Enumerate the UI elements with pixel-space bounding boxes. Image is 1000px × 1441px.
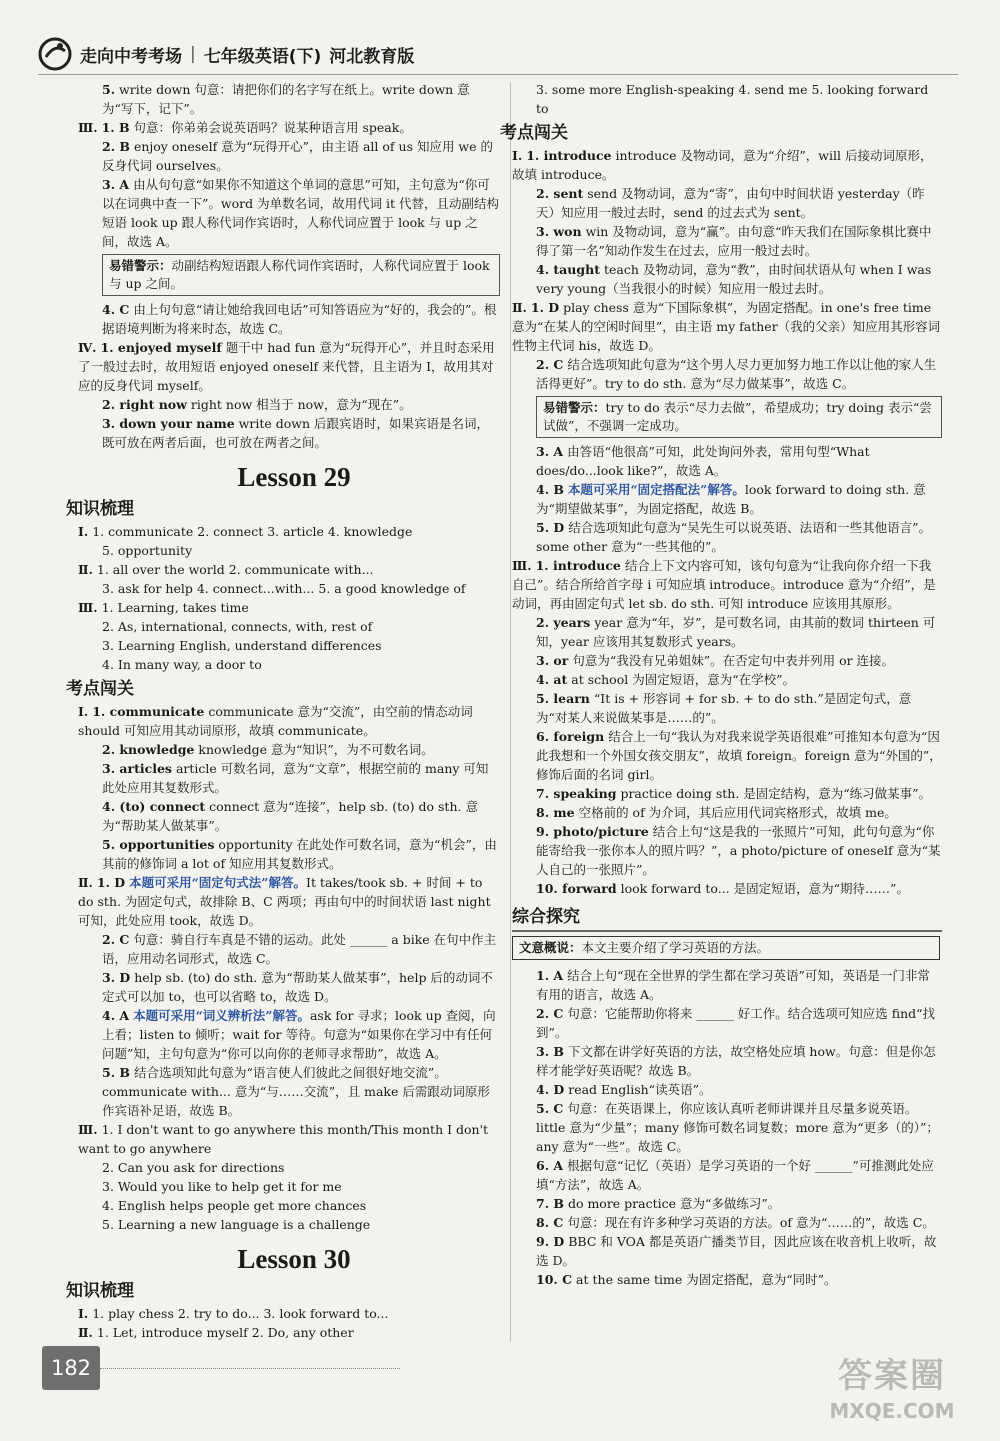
right-after-note-items bbox=[512, 442, 942, 898]
section-numeral: Ⅲ. bbox=[78, 1122, 98, 1137]
answer-number: 1. enjoyed myself bbox=[100, 340, 222, 355]
note-text-2: try to do 表示“尽力去做”，希望成功；try doing 表示“尝试做”，不强调一定成功。 bbox=[543, 400, 932, 433]
answer-text: 1. communicate 2. connect 3. article 4. knowledge bbox=[92, 524, 413, 539]
answer-text: “It is + 形容词 + for sb. + to do sth.”是固定句式，意为“对某人来说做某事是……的”。 bbox=[536, 691, 912, 725]
error-warning-box bbox=[102, 254, 500, 296]
answer-item bbox=[522, 670, 942, 689]
answer-text: 句意：现在有许多种学习英语的方法。of 意为“……的”，故选 C。 bbox=[567, 1215, 935, 1230]
answer-text: write down 后跟宾语时，如果宾语是名词，既可放在两者后面，也可放在两者之间。 bbox=[102, 416, 489, 450]
answer-item bbox=[78, 873, 500, 930]
answer-number: 2. right now bbox=[102, 397, 187, 412]
section-numeral: Ⅱ. bbox=[78, 1325, 93, 1340]
header-book: 七年级英语(下) bbox=[203, 46, 322, 67]
section-numeral: Ⅲ. bbox=[512, 558, 532, 573]
method-hint: 本题可采用“词义辨析法”解答。 bbox=[133, 1008, 310, 1023]
answer-text: opportunity 在此处作可数名词，意为“机会”，由其前的修饰词 a lot of 知应用其复数形式。 bbox=[102, 837, 497, 871]
lesson-30-knowledge bbox=[78, 1304, 500, 1342]
answer-number: 8. me bbox=[536, 805, 575, 820]
answer-number: 4. at bbox=[536, 672, 568, 687]
answer-item bbox=[522, 1232, 942, 1270]
answer-item bbox=[88, 797, 500, 835]
answer-number: 4. taught bbox=[536, 262, 600, 277]
section-numeral: Ⅳ. bbox=[78, 340, 97, 355]
answer-text: 3. Learning English, understand differences bbox=[102, 638, 382, 653]
answer-number: 3. B bbox=[536, 1044, 564, 1059]
answer-text: enjoy oneself 意为“玩得开心”，由主语 all of us 知应用 we 的反身代词 ourselves。 bbox=[102, 139, 494, 173]
answer-item bbox=[522, 222, 942, 260]
answer-item bbox=[88, 1177, 500, 1196]
answer-item bbox=[88, 617, 500, 636]
error-warning-box-2 bbox=[536, 396, 942, 438]
method-hint: 本题可采用“固定搭配法”解答。 bbox=[567, 482, 745, 497]
answer-number: 5. learn bbox=[536, 691, 590, 706]
knowledge-section-title-30: 知识梳理 bbox=[66, 1281, 134, 1301]
section-numeral: Ⅰ. bbox=[78, 524, 89, 539]
answer-item bbox=[522, 651, 942, 670]
lesson-29-title: Lesson 29 bbox=[237, 462, 351, 492]
section-numeral: Ⅲ. bbox=[78, 120, 98, 135]
answer-text: 空格前的 of 为介词，其后应用代词宾格形式，故填 me。 bbox=[578, 805, 897, 820]
answer-number: 5. B bbox=[102, 1065, 130, 1080]
answer-number: 10. forward bbox=[536, 881, 617, 896]
answer-text: 结合上一句“我认为对我来说学英语很难”可推知本句意为“因此我想和一个外国女孩交朋友”，故填 foreign。foreign 意为“外国的”，修饰后面的名词 girl。 bbox=[536, 729, 942, 782]
answer-item bbox=[522, 613, 942, 651]
header-edition: 河北教育版 bbox=[329, 46, 415, 67]
answer-text: 2. As, international, connects, with, rest of bbox=[102, 619, 373, 634]
answer-item bbox=[88, 1006, 500, 1063]
answer-number: 2. C bbox=[536, 1006, 564, 1021]
answer-text: introduce 及物动词，意为“介绍”，will 后接动词原形，故填 introduce。 bbox=[512, 148, 933, 182]
watermark-logo bbox=[812, 1348, 972, 1432]
answer-number: 4. C bbox=[102, 302, 130, 317]
answer-item bbox=[88, 968, 500, 1006]
left-after-note-items bbox=[78, 300, 500, 452]
answer-item bbox=[522, 803, 942, 822]
answer-number: 2. B bbox=[102, 139, 130, 154]
answer-number: 9. photo/picture bbox=[536, 824, 649, 839]
answer-number: 1. D bbox=[96, 875, 126, 890]
answer-number: 3. A bbox=[102, 177, 130, 192]
answer-number: 3. down your name bbox=[102, 416, 235, 431]
answer-item bbox=[88, 1158, 500, 1177]
answer-item bbox=[88, 1063, 500, 1120]
answer-item bbox=[88, 930, 500, 968]
left-column bbox=[66, 80, 500, 1342]
answer-text: 4. English helps people get more chances bbox=[102, 1198, 367, 1213]
answer-number: 4. B bbox=[536, 482, 564, 497]
answer-item bbox=[512, 146, 942, 184]
answer-text: teach 及物动词，意为“教”，由时间状语从句 when I was very young（当我很小的时候）知应用一般过去时。 bbox=[536, 262, 932, 296]
answer-text: 根据句意“记忆（英语）是学习英语的一个好 ______”可推测此处应填“方法”，故选 A。 bbox=[536, 1158, 934, 1192]
answer-number: 7. speaking bbox=[536, 786, 617, 801]
answer-text: 结合上句“现在全世界的学生都在学习英语”可知，英语是一门非常有用的语言，故选 A。 bbox=[536, 968, 930, 1002]
answer-number: 7. B bbox=[536, 1196, 564, 1211]
answer-item bbox=[88, 579, 500, 598]
answer-item bbox=[522, 879, 942, 898]
answer-text: 结合上句“这是我的一张照片”可知，此句句意为“你能寄给我一张你本人的照片吗？”，a photo/picture of oneself 意为“某人自己的一张照片”。 bbox=[536, 824, 941, 877]
answer-item bbox=[522, 355, 942, 393]
answer-text: 句意为“我没有兄弟姐妹”。在否定句中表并列用 or 连接。 bbox=[572, 653, 895, 668]
answer-text: communicate 意为“交流”，由空前的情态动词 should 可知应用其动词原形，故填 communicate。 bbox=[78, 704, 473, 738]
section-numeral: Ⅱ. bbox=[512, 300, 527, 315]
summary-tag: 文意概说： bbox=[519, 940, 582, 955]
runner-logo-icon bbox=[38, 37, 72, 71]
answer-item bbox=[88, 541, 500, 560]
answer-item bbox=[522, 1156, 942, 1194]
answer-item bbox=[88, 80, 500, 118]
answer-number: 4. (to) connect bbox=[102, 799, 206, 814]
answer-number: 5. C bbox=[536, 1101, 564, 1116]
answer-item bbox=[78, 1120, 500, 1158]
answer-text: 4. In many way, a door to bbox=[102, 657, 262, 672]
answer-number: 2. knowledge bbox=[102, 742, 195, 757]
answer-item bbox=[522, 1099, 942, 1156]
answer-number: 1. introduce bbox=[526, 148, 612, 163]
answer-number: 4. D bbox=[536, 1082, 565, 1097]
answer-text: 题干中 had fun 意为“玩得开心”，并且时态采用了一般过去时，故用短语 enjoyed oneself 来代替，且主语为 I，故用其对应的反身代词 myself。 bbox=[78, 340, 495, 393]
answer-item bbox=[522, 80, 942, 118]
answer-text: write down 句意：请把你们的名字写在纸上。write down 意为“写下，记下”。 bbox=[102, 82, 470, 116]
method-hint: 本题可采用“固定句式法”解答。 bbox=[129, 875, 306, 890]
answer-text: look forward to... 是固定短语，意为“期待……”。 bbox=[620, 881, 909, 896]
section-numeral: Ⅱ. bbox=[78, 562, 93, 577]
answer-item bbox=[522, 689, 942, 727]
answer-item bbox=[78, 702, 500, 740]
answer-item bbox=[522, 784, 942, 803]
answer-text: 下文都在讲学好英语的方法，故空格处应填 how。句意：但是你怎样才能学好英语呢？故选 B。 bbox=[536, 1044, 936, 1078]
answer-number: 1. A bbox=[536, 968, 564, 983]
answer-item bbox=[522, 1042, 942, 1080]
section-numeral: Ⅰ. bbox=[512, 148, 523, 163]
answer-item bbox=[522, 1080, 942, 1099]
answer-text: practice doing sth. 是固定结构，意为“练习做某事”。 bbox=[620, 786, 932, 801]
answer-item bbox=[78, 118, 500, 137]
answer-item bbox=[88, 759, 500, 797]
header-separator: | bbox=[190, 44, 196, 64]
answer-text: 结合选项知此句意为“吴先生可以说英语、法语和一些其他语言”。some other 意为“一些其他的”。 bbox=[536, 520, 932, 554]
answer-text: BBC 和 VOA 都是英语广播类节目，因此应该在收音机上收听，故选 D。 bbox=[536, 1234, 937, 1268]
answer-number: 2. C bbox=[102, 932, 130, 947]
answer-item bbox=[78, 1304, 500, 1323]
answer-text: play chess 意为“下国际象棋”，为固定搭配。in one's free time 意为“在某人的空闲时间里”，由主语 my father（我的父亲）知应用其形容词性物主代词 his，故选 D。 bbox=[512, 300, 941, 353]
answer-text: 5. opportunity bbox=[102, 543, 193, 558]
answer-text: right now 相当于 now，意为“现在”。 bbox=[190, 397, 412, 412]
answer-item bbox=[522, 1004, 942, 1042]
answer-item bbox=[522, 518, 942, 556]
answer-item bbox=[88, 636, 500, 655]
answer-item bbox=[88, 175, 500, 251]
section-numeral: Ⅰ. bbox=[78, 704, 89, 719]
section-numeral: Ⅰ. bbox=[78, 1306, 89, 1321]
answer-text: help sb. (to) do sth. 意为“帮助某人做某事”，help 后的动词不定式可以加 to，也可以省略 to，故选 D。 bbox=[102, 970, 493, 1004]
answer-item bbox=[522, 480, 942, 518]
answer-text: at school 为固定短语，意为“在学校”。 bbox=[571, 672, 795, 687]
answer-text: connect 意为“连接”，help sb. (to) do sth. 意为“帮助某人做某事”。 bbox=[102, 799, 478, 833]
answer-item bbox=[88, 300, 500, 338]
answer-text: 句意：骑自行车真是不错的运动。此处 ______ a bike 在句中作主语，应用动名词形式，故选 C。 bbox=[102, 932, 497, 966]
answer-number: 6. A bbox=[536, 1158, 564, 1173]
exam-section-title-right: 考点闯关 bbox=[500, 123, 568, 143]
answer-text: 1. Learning, takes time bbox=[101, 600, 249, 615]
answer-text: 句意：它能帮助你将来 ______ 好工作。结合选项可知应选 find“找到”。 bbox=[536, 1006, 936, 1040]
answer-item bbox=[78, 598, 500, 617]
answer-item bbox=[78, 522, 500, 541]
answer-text: 1. I don't want to go anywhere this month/This month I don't want to go anywhere bbox=[78, 1122, 489, 1156]
answer-text: 由从句句意“如果你不知道这个单词的意思”可知，主句意为“你可以在词典中查一下”。word 为单数名词，故用代词 it 代替，且动副结构短语 look up 跟人称代词作宾语时，人称代词应置于 look 与 up 之间，故选 A。 bbox=[102, 177, 500, 249]
answer-text: win 及物动词，意为“赢”。由句意“昨天我们在国际象棋比赛中得了第一名”知动作发生在过去，应用一般过去时。 bbox=[536, 224, 932, 258]
answer-item bbox=[522, 1194, 942, 1213]
answer-number: 3. D bbox=[102, 970, 131, 985]
answer-text: 结合选项知此句意为“语言使人们彼此之间很好地交流”。communicate with... 意为“与……交流”，且 make 后需跟动词原形作宾语补足语，故选 B。 bbox=[102, 1065, 490, 1118]
answer-text: read English“读英语”。 bbox=[568, 1082, 712, 1097]
right-top-items bbox=[522, 80, 942, 118]
answer-item bbox=[522, 822, 942, 879]
answer-item bbox=[88, 137, 500, 175]
answer-item bbox=[78, 560, 500, 579]
answer-text: 1. all over the world 2. communicate with... bbox=[96, 562, 374, 577]
answer-item bbox=[78, 1323, 500, 1342]
watermark-line2: MXQE.COM bbox=[829, 1399, 955, 1423]
answer-text: do more practice 意为“多做练习”。 bbox=[567, 1196, 781, 1211]
watermark-line1: 答案圈 bbox=[838, 1356, 946, 1396]
answer-text: 1. play chess 2. try to do... 3. look forward to... bbox=[92, 1306, 389, 1321]
answer-text: at the same time 为固定搭配，意为“同时”。 bbox=[576, 1272, 837, 1287]
answer-number: 5. D bbox=[536, 520, 565, 535]
answer-number: 8. C bbox=[536, 1215, 564, 1230]
answer-text: 句意：在英语课上，你应该认真听老师讲课并且尽量多说英语。little 意为“少量”；many 修饰可数名词复数；more 意为“更多（的）”；any 意为“一些”。故选 C。 bbox=[536, 1101, 939, 1154]
exam-section-title: 考点闯关 bbox=[66, 679, 134, 699]
summary-box bbox=[512, 936, 940, 960]
header-rule bbox=[38, 74, 958, 75]
answer-item bbox=[522, 1270, 942, 1289]
answer-number: 5. opportunities bbox=[102, 837, 215, 852]
answer-item bbox=[88, 740, 500, 759]
section-numeral: Ⅱ. bbox=[78, 875, 93, 890]
summary-text: 本文主要介绍了学习英语的方法。 bbox=[581, 940, 770, 955]
answer-number: 5. bbox=[102, 82, 116, 97]
answer-item bbox=[522, 966, 942, 1004]
answer-text: article 可数名词，意为“文章”，根据空前的 many 可知此处应用其复数形式。 bbox=[102, 761, 489, 795]
column-divider bbox=[510, 82, 511, 1342]
lesson-30-title: Lesson 30 bbox=[237, 1244, 351, 1274]
answer-item bbox=[88, 835, 500, 873]
note-text: 动副结构短语跟人称代词作宾语时，人称代词应置于 look 与 up 之间。 bbox=[109, 258, 490, 291]
answer-number: 1. introduce bbox=[535, 558, 621, 573]
answer-text: 3. Would you like to help get it for me bbox=[102, 1179, 342, 1194]
answer-item bbox=[522, 442, 942, 480]
page-header bbox=[38, 34, 518, 74]
answer-item bbox=[512, 556, 942, 613]
answer-item bbox=[512, 298, 942, 355]
answer-number: 10. C bbox=[536, 1272, 573, 1287]
answer-number: 1. D bbox=[530, 300, 560, 315]
answer-number: 4. A bbox=[102, 1008, 130, 1023]
answer-text: 1. Let, introduce myself 2. Do, any other bbox=[96, 1325, 354, 1340]
answer-item bbox=[522, 184, 942, 222]
answer-item bbox=[88, 655, 500, 674]
answer-number: 2. C bbox=[536, 357, 564, 372]
note-tag-2: 易错警示： bbox=[543, 400, 606, 415]
answer-number: 3. A bbox=[536, 444, 564, 459]
answer-number: 6. foreign bbox=[536, 729, 605, 744]
footer-rule bbox=[100, 1368, 400, 1369]
answer-number: 1. B bbox=[101, 120, 130, 135]
page-number: 182 bbox=[42, 1346, 100, 1390]
answer-number: 9. D bbox=[536, 1234, 565, 1249]
answer-number: 3. or bbox=[536, 653, 569, 668]
right-column bbox=[500, 80, 942, 1289]
lesson-29-exam bbox=[78, 702, 500, 1234]
answer-text: 5. Learning a new language is a challenge bbox=[102, 1217, 371, 1232]
right-exam-items bbox=[512, 146, 942, 393]
answer-text: It takes/took sb. + 时间 + to do sth. 为固定句式，故排除 B、C 两项；再由句中的时间状语 last night 可知，此处应用 took，故选 D。 bbox=[78, 875, 491, 928]
answer-text: look forward to doing sth. 意为“期望做某事”，为固定搭配，故选 B。 bbox=[536, 482, 926, 516]
lesson-29-knowledge bbox=[78, 522, 500, 674]
answer-item bbox=[88, 1215, 500, 1234]
comprehensive-items bbox=[522, 966, 942, 1289]
answer-item bbox=[522, 727, 942, 784]
answer-number: 2. years bbox=[536, 615, 591, 630]
answer-item bbox=[88, 1196, 500, 1215]
answer-text: 句意：你弟弟会说英语吗？说某种语言用 speak。 bbox=[133, 120, 412, 135]
answer-text: 3. ask for help 4. connect...with... 5. a good knowledge of bbox=[102, 581, 466, 596]
answer-number: 3. articles bbox=[102, 761, 172, 776]
comprehensive-section-title: 综合探究 bbox=[512, 906, 942, 932]
answer-number: 3. won bbox=[536, 224, 582, 239]
left-top-items bbox=[78, 80, 500, 251]
answer-text: 由答语“他很高”可知，此处询问外表，常用句型“What does/do...look like?”，故选 A。 bbox=[536, 444, 870, 478]
header-brand: 走向中考考场 bbox=[80, 46, 182, 67]
answer-text: 3. some more English-speaking 4. send me 5. looking forward to bbox=[536, 82, 929, 116]
answer-number: 1. communicate bbox=[92, 704, 205, 719]
note-tag: 易错警示： bbox=[109, 258, 172, 273]
answer-item bbox=[522, 1213, 942, 1232]
answer-text: knowledge 意为“知识”，为不可数名词。 bbox=[198, 742, 434, 757]
answer-text: 结合上下文内容可知，该句句意为“让我向你介绍一下我自己”。结合所给首字母 i 可知应填 introduce。introduce 意为“介绍”，是动词，再由固定句式 let sb. do sth. 可知 introduce 应该用其原形。 bbox=[512, 558, 936, 611]
answer-text: 由上句句意“请让她给我回电话”可知答语应为“好的，我会的”。根据语境判断为将来时态，故选 C。 bbox=[102, 302, 497, 336]
answer-item bbox=[78, 338, 500, 395]
answer-text: year 意为“年，岁”，是可数名词，由其前的数词 thirteen 可知，year 应该用其复数形式 years。 bbox=[536, 615, 936, 649]
knowledge-section-title: 知识梳理 bbox=[66, 499, 134, 519]
answer-text: send 及物动词，意为“寄”，由句中时间状语 yesterday（昨天）知应用一般过去时，send 的过去式为 sent。 bbox=[536, 186, 925, 220]
section-numeral: Ⅲ. bbox=[78, 600, 98, 615]
answer-item bbox=[88, 395, 500, 414]
answer-item bbox=[522, 260, 942, 298]
answer-text: 2. Can you ask for directions bbox=[102, 1160, 285, 1175]
answer-text: 结合选项知此句意为“这个男人尽力更加努力地工作以让他的家人生活得更好”。try to do sth. 意为“尽力做某事”，故选 C。 bbox=[536, 357, 937, 391]
answer-number: 2. sent bbox=[536, 186, 584, 201]
answer-item bbox=[88, 414, 500, 452]
answer-text: ask for 寻求；look up 查阅，向上看；listen to 倾听；wait for 等待。句意为“如果你在学习中有任何问题”知，主句句意为“你可以向你的老师寻求帮助”，故选 A。 bbox=[102, 1008, 496, 1061]
